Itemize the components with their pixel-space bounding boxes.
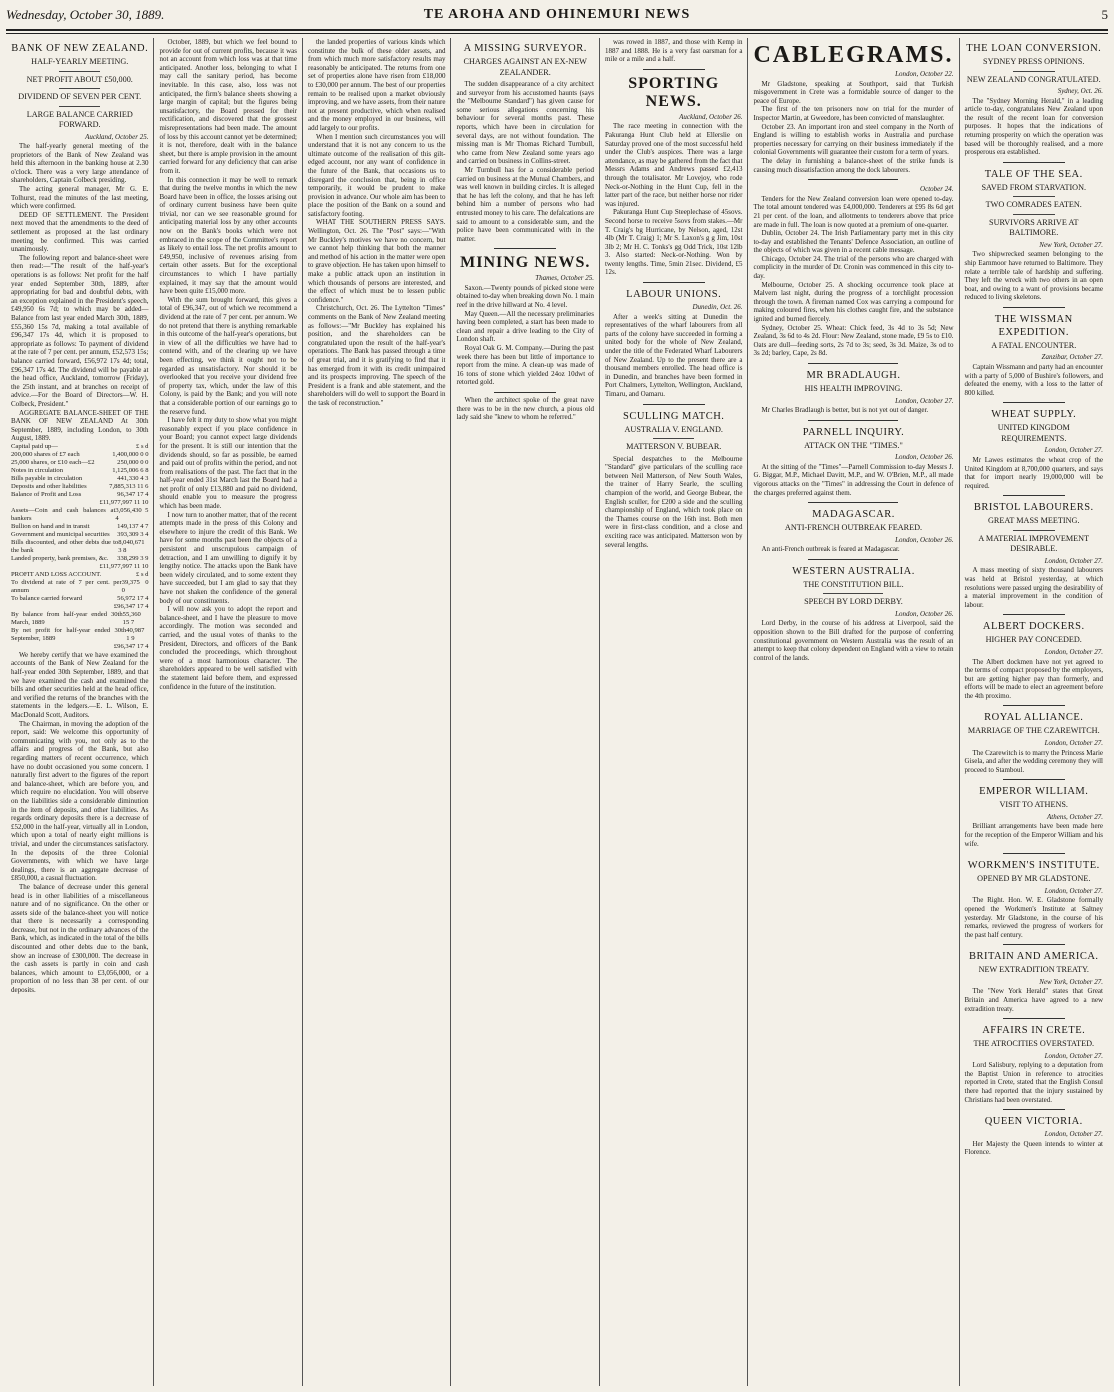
- article: [965, 950, 1104, 1019]
- paragraph: The acting general manager, Mr G. E. Tolhurst, read the minutes of the last meeting, which were confirmed.: [11, 185, 149, 211]
- paragraph: May Queen.—All the necessary preliminaries having been completed, a start has been made to clean and repair a drive leading to the City of London shaft.: [456, 309, 594, 344]
- table-row: [11, 539, 148, 555]
- article-headline: WESTERN AUSTRALIA.: [792, 565, 915, 577]
- article-body: [753, 195, 953, 358]
- article-body: [965, 896, 1104, 939]
- article: [965, 42, 1104, 163]
- article: [11, 42, 148, 995]
- paragraph: The first of the ten prisoners now on trial for the murder of Inspector Martin, at Gweedore, has been convicted of manslaughter.: [753, 105, 954, 122]
- subheading-rule: [1013, 196, 1055, 197]
- dateline: Zanzibar, October 27.: [1041, 353, 1103, 362]
- paragraph: Pakuranga Hunt Cup Steeplechase of 45sovs. Second horse to receive 5sovs from stakes.—Mr T. Craig's bg Hurricane, by Nelson, aged, 12st 4lb (Mr T. Craig) 1; Mr S. Laxon's g g Jim, 10st 3lb 2; Mr H. C. Tonks's gg Odd Trick, 10st 12lb 3. Also started: Neck-or-Nothing. Won by twenty lengths. Time, 5min 21sec. Dividend, £5 12s.: [604, 208, 743, 277]
- article: [965, 501, 1104, 615]
- article-headline: CABLEGRAMS.: [753, 42, 954, 68]
- paragraph: The delay in furnishing a balance-sheet of the strike funds is causing much dissatisfaction among the dock labourers.: [753, 156, 954, 174]
- dateline: Auckland, October 26.: [679, 112, 743, 121]
- paragraph: The Czarewitch is to marry the Princess Marie Gisela, and after the wedding ceremony they will proceed to Stamboul.: [964, 748, 1103, 774]
- article-body: [456, 80, 593, 243]
- article-headline: TALE OF THE SEA.: [984, 168, 1083, 180]
- column-7: [960, 38, 1109, 1386]
- table-row: [11, 491, 148, 499]
- table-row: [11, 579, 148, 595]
- article: [308, 38, 446, 408]
- article-subheading: MATTERSON V. BUBEAR.: [626, 442, 722, 452]
- paragraph: Captain Wissmann and party had an encounter with a party of 5,000 of Bushire's followers, and defeated the enemy, with a loss to the latter of 800 killed.: [964, 363, 1103, 397]
- paragraph: An anti-French outbreak is feared at Madagascar.: [761, 545, 900, 554]
- table-row: [11, 643, 148, 651]
- table-label: By balance from half-year ended 30th March, 1889: [11, 610, 123, 626]
- paragraph: Saxon.—Twenty pounds of picked stone were obtained to-day when breaking down No. 1 main reef in the drive hillward at No. 4 level.: [456, 283, 594, 310]
- article-body: [605, 313, 743, 399]
- table-value: 56,972 17 4: [117, 594, 149, 602]
- article-subheading: GREAT MASS MEETING.: [987, 516, 1080, 526]
- masthead-rule: [6, 29, 1108, 31]
- article-subheading: CHARGES AGAINST AN EX-NEW ZEALANDER.: [463, 57, 587, 77]
- dateline: London, October 26.: [895, 535, 954, 544]
- article-subheading: SYDNEY PRESS OPINIONS.: [983, 57, 1085, 66]
- subheading-rule: [823, 593, 883, 594]
- table-label: Landed property, bank premises, &c.: [11, 554, 109, 562]
- article-subheading: HIGHER PAY CONCEDED.: [985, 635, 1082, 645]
- table-row: [11, 571, 148, 579]
- article-subheading: SURVIVORS ARRIVE AT BALTIMORE.: [989, 217, 1079, 238]
- article-headline: ALBERT DOCKERS.: [982, 621, 1085, 633]
- paragraph: AGGREGATE BALANCE-SHEET OF THE BANK OF NEW ZEALAND At 30th September, 1889, including London, to 30th August, 1889.: [11, 408, 149, 443]
- table-label: Bills discounted, and other debts due to the bank: [11, 538, 119, 554]
- article-body: [456, 284, 593, 422]
- dateline: London, October 27.: [1044, 738, 1103, 747]
- column-2: [154, 38, 303, 1386]
- article-separator: [1003, 944, 1065, 945]
- dateline: October 24.: [920, 185, 954, 194]
- article-body: [965, 1061, 1104, 1104]
- table-label: Bills payable in circulation: [11, 474, 83, 482]
- article-separator: [643, 404, 705, 405]
- subheading-rule: [59, 71, 100, 72]
- paragraph: Mr Charles Bradlaugh is better, but is not yet out of danger.: [761, 406, 929, 415]
- paragraph: Her Majesty the Queen intends to winter at Florence.: [964, 1139, 1103, 1157]
- article-separator: [1003, 705, 1065, 706]
- article-subheading: THE CONSTITUTION BILL.: [803, 579, 904, 589]
- article-separator: [1003, 162, 1065, 163]
- table-label: Bullion on hand and in transit: [11, 522, 90, 530]
- article: [605, 288, 743, 405]
- table-row: [11, 459, 148, 467]
- paragraph: Two shipwrecked seamen belonging to the ship Earnmoor have returned to Baltimore. They relate a terrible tale of hardship and suffering. They left the wreck with two others in an open boat, and owing to a want of provisions became reduced to living skeletons.: [964, 250, 1103, 302]
- table-label: Deposits and other liabilities: [11, 482, 87, 490]
- article-body: [605, 122, 743, 277]
- paragraph: A mass meeting of sixty thousand labourers was held at Bristol yesterday, at which resolutions were passed urging the desirability of a material improvement in the condition of labour.: [964, 566, 1103, 609]
- table-row: [11, 523, 148, 531]
- article: [456, 254, 593, 422]
- article-headline: ROYAL ALLIANCE.: [984, 712, 1084, 724]
- paragraph: When I mention such circumstances you will understand that it is not any concern to us the ultimate outcome of the realisation of this gilt-edged account, nor any want of confidence in the future of the Bank, that occasions us to disregard the conclusion that, being in office temporarily, it would be prudent to make provision in advance. Our whole aim has been to place the position of the Bank on a sound and satisfactory footing.: [307, 132, 446, 218]
- article-body: [965, 363, 1104, 397]
- table-row: [11, 531, 148, 539]
- dateline: London, October 27.: [1044, 1051, 1103, 1060]
- article-headline: BRISTOL LABOURERS.: [973, 502, 1094, 514]
- article-body: [753, 545, 953, 554]
- paragraph: The half-yearly general meeting of the proprietors of the Bank of New Zealand was held this afternoon in the banking house at 2.30 o'clock. There was a very large attendance of shareholders, Captain Colbeck presiding.: [11, 142, 149, 185]
- article-body: [308, 38, 446, 408]
- article-headline: QUEEN VICTORIA.: [984, 1116, 1083, 1128]
- table-label: To balance carried forward: [11, 594, 83, 602]
- article-separator: [1003, 614, 1065, 615]
- article: [965, 859, 1104, 945]
- article: [605, 75, 743, 283]
- dateline: New York, October 27.: [1039, 240, 1103, 249]
- article-separator: [1003, 307, 1065, 308]
- table-value: 1,125,006 6 8: [112, 466, 149, 474]
- paragraph: Royal Oak G. M. Company.—During the past week there has been but little of importance to report from the mine. A clean-up was made of 16 tons of stone which yielded 24oz 10dwt of retorted gold.: [456, 344, 594, 387]
- article-headline: MADAGASCAR.: [812, 509, 895, 521]
- article-body: [965, 566, 1104, 609]
- article-headline: SCULLING MATCH.: [623, 410, 725, 422]
- article-separator: [1003, 779, 1065, 780]
- dateline: New York, October 27.: [1039, 977, 1103, 986]
- table-value: 338,299 3 9: [117, 554, 149, 562]
- paragraph: WHAT THE SOUTHERN PRESS SAYS. Wellington, Oct. 26. The "Post" says:—"With Mr Buckley's motives we have no concern, but we cannot help thinking that both the manner and method of his action in the matter were open to grave objection. He has taken upon himself to make a public attack upon an institution in which thousands of persons are interested, and the effect of which must be to lessen public confidence.": [307, 218, 446, 304]
- paragraph: Brilliant arrangements have been made here for the reception of the Emperor William and his wife.: [964, 822, 1103, 848]
- paragraph: Chicago, October 24. The trial of the persons who are charged with complicity in the murder of Dr. Cronin was commenced in this city to-day.: [753, 254, 954, 281]
- table-row: [11, 499, 148, 507]
- article-subheading: HIS HEALTH IMPROVING.: [804, 384, 903, 393]
- article-subheading: MARRIAGE OF THE CZAREWITCH.: [967, 726, 1100, 736]
- table-row: [11, 627, 148, 643]
- article-body: [753, 619, 953, 662]
- article-headline: BANK OF NEW ZEALAND.: [11, 43, 149, 54]
- article-separator: [494, 248, 556, 249]
- article-headline: WHEAT SUPPLY.: [991, 409, 1077, 421]
- article-subheading: DIVIDEND OF SEVEN PER CENT.: [18, 92, 142, 101]
- paragraph: The Albert dockmen have not yet agreed to the terms of compact proposed by the employers, but are getting higher pay than formerly, and efforts will be made to elect an agreement before the 4th proximo.: [964, 657, 1103, 700]
- article: [965, 711, 1104, 780]
- article-body: [965, 1140, 1104, 1157]
- paragraph: When the architect spoke of the great nave there was to be in the new church, a pious old lady said she "knew to whom he referred.": [456, 396, 594, 422]
- paragraph: We hereby certify that we have examined the accounts of the Bank of New Zealand for the half-year ended 30th September, 1889, and that we have examined the cash and examined the bills and other securities held at the head office, and verified the returns of the branches with the statements in the ledgers.—E. L. Wilson, E. MacDonald Scott, Auditors.: [11, 650, 149, 720]
- paragraph: The Right. Hon. W. E. Gladstone formally opened the Workmen's Institute at Saltney yesterday. Mr Gladstone, in the course of his remarks, reviewed the progress of workers for the past half century.: [964, 896, 1103, 939]
- table-value: 7,885,313 11 6: [109, 482, 149, 490]
- table-label: Notes in circulation: [11, 466, 64, 474]
- article-subheading: SAVED FROM STARVATION.: [981, 182, 1087, 192]
- table-label: 25,000 shares, or £10 each—£2: [11, 458, 95, 466]
- article-separator: [1003, 1018, 1065, 1019]
- dateline: London, October 27.: [895, 396, 954, 405]
- table-row: [11, 483, 148, 491]
- article-body: [965, 97, 1104, 157]
- table-value: 55,360 15 7: [122, 610, 141, 626]
- dateline: Dunedin, Oct. 26.: [692, 303, 743, 312]
- article-separator: [1003, 402, 1065, 403]
- table-label: To dividend at rate of 7 per cent. per annum: [11, 578, 122, 594]
- column-grid: [6, 38, 1108, 1386]
- table-row: [11, 467, 148, 475]
- paragraph: I now turn to another matter, that of the recent attempts made in the press of this Colony and elsewhere to injure the credit of this Bank. We have for some months past been the objects of a persistent and unscrupulous campaign of detraction, and I am unwilling to dignify it by lengthy notice. The attacks upon the Bank have been widely circulated, and to some extent they have succeeded, but I am glad to say that they have not shaken the confidence of the general body of our constituents.: [159, 510, 297, 605]
- article-body: [753, 80, 953, 175]
- dateline: London, October 26.: [895, 609, 954, 618]
- article-headline: WORKMEN'S INSTITUTE.: [967, 860, 1100, 872]
- article-body: [965, 987, 1104, 1013]
- article-separator: [808, 559, 898, 560]
- column-4: [451, 38, 599, 1386]
- article: [605, 38, 743, 70]
- article-subheading: LARGE BALANCE CARRIED FORWARD.: [26, 109, 133, 129]
- paragraph: Tenders for the New Zealand conversion loan were opened to-day. The total amount tendered was £4,000,000. Tenderers at £95 8s 6d get 21 per cent. of the loan, and allotments to tenderers above that price are made in full. The loan is now quoted at a premium of one-quarter.: [753, 194, 954, 229]
- column-1: [6, 38, 154, 1386]
- article-subheading: NEW EXTRADITION TREATY.: [978, 965, 1089, 975]
- dateline: Thames, October 25.: [535, 274, 594, 283]
- article-separator: [808, 179, 898, 180]
- paragraph: Melbourne, October 25. A shocking occurrence took place at Malvern last night, during the progress of a torchlight procession through the town. A fireman named Cox was carrying a compound for making coloured fires, when his clothes caught fire, and the substance ignited and burned fiercely.: [753, 280, 954, 324]
- table-value: £11,977,997 11 10: [99, 498, 149, 506]
- article-separator: [808, 420, 898, 421]
- article: [753, 369, 953, 421]
- paragraph: With the sum brought forward, this gives a total of £96,347, out of which we recommend a dividend at the rate of 7 per cent. per annum. We do not pretend that there is anything remarkable in this outcome of the half-year's operations, but in view of all the difficulties we have had to contend with, and of the clearing up we have been effecting, we think it ought not to be regarded as unsatisfactory. Nor should it be overlooked that you receive your dividend free of property tax, which, under the law of this Colony, is paid by the Bank; and you will note that a considerable portion of our earnings go to the reserve fund.: [159, 295, 297, 416]
- article-subheading: A MATERIAL IMPROVEMENT DESIRABLE.: [978, 533, 1090, 554]
- dateline: London, October 26.: [895, 453, 954, 462]
- paragraph: the landed properties of various kinds which constitute the bulk of these older assets, and from which much more satisfactory results may reasonably be anticipated. The returns from one set of properties alone have risen from £18,000 to £30,000 per annum. The best of our properties remain to be realised upon a market obviously improving, and we have assets, from their nature not at present productive, which when realised and the money employed in our business, will add largely to our profits.: [307, 38, 446, 132]
- article-subheading: OPENED BY MR GLADSTONE.: [977, 874, 1091, 884]
- article-subheading: AUSTRALIA V. ENGLAND.: [624, 424, 723, 434]
- article: [965, 1115, 1104, 1157]
- article: [159, 38, 297, 691]
- issue-date: Wednesday, October 30, 1889.: [6, 7, 165, 22]
- article: [605, 410, 743, 550]
- dateline: London, October 27.: [1044, 1130, 1103, 1139]
- article: [965, 408, 1104, 496]
- article-separator: [1003, 853, 1065, 854]
- paragraph: The race meeting in connection with the Pakuranga Hunt Club held at Ellerslie on Saturday proved one of the most successful held under the Club's auspices. There was a large attendance, as may be gathered from the fact that Messrs Adams and Andrews passed £2,413 through the totalisator. Mr Lovejoy, who rode Neck-or-Nothing in the Hunt Cup, fell in the latter part of the race, but neither horse nor rider was injured.: [604, 122, 743, 208]
- masthead: [6, 4, 1108, 26]
- article: [753, 508, 953, 560]
- table-row: [11, 595, 148, 603]
- table-row: [11, 451, 148, 459]
- article-body: [11, 142, 148, 995]
- table-value: 1,400,000 0 0: [112, 450, 149, 458]
- paragraph: October 23. An important iron and steel company in the North of England is willing to establish works in Australia and purchase properties necessary for carrying on their business immediately if the colonial Governments will guarantee their custom for a term of years.: [753, 122, 954, 157]
- dateline: London, October 27.: [1044, 556, 1103, 565]
- article: [965, 785, 1104, 854]
- newspaper-title: TE AROHA AND OHINEMURI NEWS: [423, 7, 691, 22]
- table-row: [11, 555, 148, 563]
- table-row: [11, 611, 148, 627]
- article: [753, 565, 953, 663]
- table-row: [11, 603, 148, 611]
- table-value: £ s d: [136, 442, 149, 450]
- article: [753, 42, 953, 180]
- paragraph: In this connection it may be well to remark that during the twelve months in which the new Board have been in office, the losses arising out of ordinary current business have been quite trivial, nor can we see reasonable ground for anticipating material loss by any other accounts now on the Bank's books which were not embraced in the scope of the Committee's report as likely to entail loss. The net profits amount to £49,950, inclusive of revenues arising from certain other assets. But for the exceptional circumstances to which I have partially explained, it may say that the amount would have been quite £15,000 more.: [159, 175, 297, 296]
- table-value: 40,987 1 9: [126, 626, 145, 642]
- article-subheading: SPEECH BY LORD DERBY.: [804, 597, 903, 607]
- subheading-rule: [1013, 214, 1055, 215]
- table-value: £96,347 17 4: [113, 642, 149, 650]
- table-value: £ s d: [136, 570, 149, 578]
- article-headline: THE WISSMAN EXPEDITION.: [994, 313, 1073, 338]
- dateline: London, October 27.: [1044, 647, 1103, 656]
- paragraph: The balance of decrease under this general head is in other liabilities of a miscellaneous nature and of no significance. On the other or assets side of the balance-sheet you will notice that there is necessarily a corresponding decrease, but not in the ordinary advances of the Bank, which, as indicated in the total of the bills discounted and other debts due to the bank, show an increase of £300,000. The decrease in the cash assets is partly in coin and cash balances, which amount to £3,056,000, or a proportion of no less than 38 per cent. of our deposits.: [11, 882, 149, 995]
- article-headline: SPORTING NEWS.: [628, 74, 720, 110]
- paragraph: Special despatches to the Melbourne "Standard" give particulars of the sculling race between Neil Matterson, of New South Wales, the trainer of Harry Searle, the sculling champion of the world, and George Bubear, the English sculler, for £200 a side and the sculling championship of England, which took place on the Thames course on the 16th inst. Both men were in first-class condition, and a close and exciting race was anticipated. Matterson won by several lengths.: [604, 454, 743, 549]
- table-row: [11, 475, 148, 483]
- article-body: [605, 455, 743, 550]
- column-5: [600, 38, 749, 1386]
- table-value: 149,137 4 7: [117, 522, 149, 530]
- article-subheading: NET PROFIT ABOUT £50,000.: [26, 74, 133, 84]
- article: [965, 1024, 1104, 1110]
- article-subheading: ATTACK ON THE "TIMES.": [804, 440, 903, 450]
- paragraph: Mr Gladstone, speaking at Southport, said that Turkish misgovernment in Crete was a formidable source of danger to the peace of Europe.: [753, 79, 954, 105]
- subheading-rule: [1013, 71, 1055, 72]
- article-body: [605, 38, 743, 64]
- table-label: Government and municipal securities: [11, 530, 110, 538]
- paragraph: Mr Lawes estimates the wheat crop of the United Kingdom at 8,700,000 quarters, and says that for import nearly 19,000,000 will be required.: [964, 455, 1103, 490]
- article-separator: [494, 392, 556, 393]
- dateline: London, October 22.: [895, 70, 954, 78]
- article-body: [965, 749, 1104, 775]
- paragraph: After a week's sitting at Dunedin the representatives of the wharf labourers from all parts of the colony have succeeded in forming a united body for the whole of New Zealand, under the title of the Federated Wharf Labourers of New Zealand. Up to the present there are a thousand members enrolled. The head office is in Dunedin, and branches have been formed in Port Chalmers, Lyttelton, Wellington, Auckland, Timaru, and Oamaru.: [604, 312, 743, 398]
- paragraph: Sydney, October 25. Wheat: Chick feed, 3s 4d to 3s 5d; New Zealand, 3s 6d to 4s 2d. Flour: New Zealand, stone made, £9 5s to £10. Oats are dull—feeding sorts, 2s 7d to 3s; seed, 3s 3d. Maize, 3s od to 3s 2d; barley, Cape, 2s 8d.: [753, 323, 954, 358]
- article-subheading: A FATAL ENCOUNTER.: [991, 340, 1077, 350]
- article-body: [753, 406, 953, 415]
- article-headline: MR BRADLAUGH.: [806, 370, 901, 381]
- article-headline: MINING NEWS.: [460, 254, 591, 272]
- table-row: [11, 443, 148, 451]
- table-value: 39,375 0 0: [121, 578, 149, 594]
- table-label: Assets—Coin and cash balances at bankers: [11, 506, 116, 522]
- paragraph: Mr Turnbull has for a considerable period carried on business at the Mutual Chambers, and was well known in building circles. It is alleged that he has left the colony, and that he has left behind him a number of persons who had entrusted money to his care. The defalcations are said to amount to a considerable sum, and the police have been communicated with in the matter.: [456, 165, 594, 243]
- table-label: 200,000 shares of £7 each: [11, 450, 80, 458]
- article: [965, 620, 1104, 706]
- column-3: [303, 38, 452, 1386]
- subheading-rule: [59, 106, 100, 107]
- article: [753, 426, 953, 503]
- table-value: 96,347 17 4: [117, 490, 149, 498]
- dateline: Auckland, October 25.: [85, 132, 149, 141]
- article-body: [159, 38, 297, 691]
- dateline: London, October 27.: [1044, 446, 1103, 455]
- article-subheading: HALF-YEARLY MEETING.: [31, 57, 129, 66]
- article: [753, 185, 953, 364]
- article-separator: [1003, 495, 1065, 496]
- article-headline: AFFAIRS IN CRETE.: [982, 1025, 1086, 1037]
- article-headline: BRITAIN AND AMERICA.: [968, 951, 1099, 963]
- article-separator: [808, 363, 898, 364]
- article-body: [965, 822, 1104, 848]
- article-subheading: THE ATROCITIES OVERSTATED.: [973, 1039, 1095, 1049]
- table-value: 250,000 0 0: [117, 458, 149, 466]
- table-value: 441,330 4 3: [117, 474, 149, 482]
- page-number: 5: [1101, 7, 1108, 22]
- column-6: [748, 38, 959, 1386]
- dateline: Athens, October 27.: [1047, 812, 1103, 821]
- article-subheading: NEW ZEALAND CONGRATULATED.: [966, 74, 1101, 84]
- article-body: [965, 250, 1104, 302]
- paragraph: Dublin, October 24. The Irish Parliamentary party met in this city to-day and established the Tenants' Defence Association, an outline of the objects of which was given in a recent cable message.: [753, 229, 954, 255]
- article-subheading: ANTI-FRENCH OUTBREAK FEARED.: [784, 523, 923, 533]
- article: [965, 313, 1104, 403]
- article: [965, 168, 1104, 308]
- table-label: PROFIT AND LOSS ACCOUNT.: [11, 570, 102, 578]
- article-separator: [1003, 1109, 1065, 1110]
- paragraph: Lord Derby, in the course of his address at Liverpool, said the opposition shown to the Bill drafted for the purpose of conferring constitutional government on Western Australia was the result of an attempt to keep that colony dependent on England with a view to retain control of the lands.: [753, 619, 954, 662]
- paragraph: Christchurch, Oct. 26. The Lyttelton "Times" comments on the Bank of New Zealand meeting as follows:—"Mr Buckley has explained his position, and the shareholders can be congratulated upon the result of the half-year's operations. The Bank has passed through a time of great trial, and it is gratifying to find that it has emerged from it with its credit unimpaired and its prospects improving. The speech of the President is a frank and able statement, and the shareholders will do well to support the Board in the task of reconstruction.": [307, 304, 446, 407]
- table-row: [11, 563, 148, 571]
- paragraph: was rowed in 1887, and those with Kemp in 1887 and 1888. He is a very fast oarsman for a mile or a mile and a half.: [604, 38, 743, 64]
- article-separator: [643, 69, 705, 70]
- article-subheading: TWO COMRADES EATEN.: [985, 200, 1082, 210]
- article-body: [965, 456, 1104, 490]
- subheading-rule: [1013, 530, 1055, 531]
- table-value: £96,347 17 4: [113, 602, 149, 610]
- balance-sheet-table: [11, 443, 148, 651]
- article-body: [753, 463, 953, 497]
- table-label: Capital paid up—: [11, 442, 58, 450]
- dateline: London, October 27.: [1044, 886, 1103, 895]
- table-value: £11,977,997 11 10: [99, 562, 149, 570]
- paragraph: The "New York Herald" states that Great Britain and America have agreed to a new extradition treaty.: [964, 987, 1103, 1013]
- article-body: [965, 658, 1104, 701]
- paragraph: The following report and balance-sheet were then read:—"The result of the half-year's operations is as follows: Net profit for the half year ended September 30th, 1889, after appropriating for bad and doubtful debts, with an exception explained in the President's speech, £49,950 6s 7d; to which may be added—Balance from last year ended March 30th, 1889, £55,360 15s 7d, making a total available of £96,347 17s 4d, which it is proposed to appropriate as follows: To payment of dividend at the rate of 7 per cent. per annum, £52,573 15s; balance carried forward, £56,972 17s 4d; total, £96,347 17s 4d. The dividend will be payable at the head office, Auckland, tomorrow (Friday), the 25th instant, and at branches on receipt of advice.—For the Board of Directors—W. H. Colbeck, President.": [11, 253, 149, 408]
- article-subheading: VISIT TO ATHENS.: [999, 800, 1068, 810]
- article-separator: [808, 502, 898, 503]
- paragraph: The sudden disappearance of a city architect and surveyor from his accustomed haunts (says the "Melbourne Standard") has given cause for some serious allegations concerning his behaviour for several months past. These reports, which have been in circulation for several days, are not without foundation. The missing man is Mr Thomas Richard Turnbull, who came from New Zealand some years ago and carried on business in Collins-street.: [456, 80, 594, 166]
- subheading-rule: [653, 438, 694, 439]
- table-label: Balance of Profit and Loss: [11, 490, 82, 498]
- table-row: [11, 507, 148, 523]
- article-headline: EMPEROR WILLIAM.: [979, 786, 1089, 798]
- paragraph: I will now ask you to adopt the report and balance-sheet, and I have the pleasure to move accordingly. The motion was seconded and carried, and the usual votes of thanks to the President, Directors, and officers of the Bank concluded the proceedings, which throughout were of a most harmonious character. The shareholders appeared to be well satisfied with the statement laid before them, and expressed confidence in the future of the institution.: [159, 605, 297, 691]
- paragraph: DEED OF SETTLEMENT. The President next moved that the amendments to the deed of settlement as proposed at the last ordinary meeting be confirmed. This was carried unanimously.: [11, 210, 149, 254]
- table-value: 393,309 3 4: [117, 530, 149, 538]
- masthead-rule-thin: [6, 33, 1108, 34]
- dateline: Sydney, Oct. 26.: [1057, 87, 1103, 95]
- paragraph: Lord Salisbury, replying to a deputation from the Baptist Union in reference to atrocities reported in Crete, stated that the English Consul there had reported that the injury sustained by Christians had been overstated.: [964, 1061, 1103, 1104]
- table-value: 8,040,671 3 8: [118, 538, 145, 554]
- paragraph: October, 1889, but which we feel bound to provide for out of current profits, because it was not an account from which loss was at that time anticipated. Another loss, belonging to what I may call the sanitary period, has become inevitable. In this case, also, loss was not anticipated, the firm's balance sheets showing a large margin of capital; but the figures being unsatisfactory, the Board pressed for their rectification, and discovered that the grossest misrepresentations had been made. The amount of loss by this account cannot yet be determined; it is not, therefore, dealt with in the balance sheet, but there is ample provision in the amount carried forward for any deficiency that can arise from it.: [159, 38, 297, 175]
- table-label: By net profit for half-year ended 30th September, 1889: [11, 626, 127, 642]
- paragraph: The Chairman, in moving the adoption of the report, said: We welcome this opportunity of communicating with you, not only as to the affairs and progress of the Bank, but also regarding matters of recent occurrence, which have no doubt occasioned you some concern. I naturally first advert to the figures of the report and balance-sheet, which are before you, and which require no elucidation. You will observe on the liabilities side a considerable diminution in the item of deposits, and other liabilities. As regards ordinary deposits there is a decrease of £52,000 in the half-year, virtually all in London, which upon a total of nearly eight millions is trivial, and under the circumstances satisfactory. In the deposits of the three Colonial Governments, with which we have large dealings, there is an aggregate decrease of £850,000, a casual fluctuation.: [11, 719, 149, 883]
- article-headline: THE LOAN CONVERSION.: [966, 43, 1102, 54]
- table-value: 3,056,430 5 4: [115, 506, 149, 522]
- article-headline: LABOUR UNIONS.: [626, 289, 722, 301]
- article-subheading: UNITED KINGDOM REQUIREMENTS.: [997, 423, 1070, 443]
- paragraph: I have felt it my duty to show what you might reasonably expect if you place confidence in your Board; you cannot expect large dividends for the present. It is still our intention that the dividends should, so far as possible, be earned and paid out of profits within the period, and not from realisations of the past. The fact that in the half-year ended 31st March last the Board had a net profit of only £13,880 and paid no dividend, should enable you to measure the progress which has been made.: [159, 416, 297, 511]
- article-headline: PARNELL INQUIRY.: [802, 426, 905, 438]
- article-separator: [643, 282, 705, 283]
- article-headline: A MISSING SURVEYOR.: [463, 43, 587, 54]
- subheading-rule: [59, 88, 100, 89]
- paragraph: The "Sydney Morning Herald," in a leading article to-day, congratulates New Zealand upon the result of the recent loan for conversion purposes. It hopes that the indications of returning prosperity on which the operation was based will be thoroughly realised, and a more prosperous era established.: [964, 96, 1103, 157]
- paragraph: At the sitting of the "Times"—Parnell Commission to-day Messrs J. G. Biggar, M.P., Michael Davitt, M.P., and W. O'Brien, M.P., all made vigorous attacks on the "Times" in addressing the Court in defence of the charges preferred against them.: [753, 462, 954, 497]
- article: [456, 42, 593, 249]
